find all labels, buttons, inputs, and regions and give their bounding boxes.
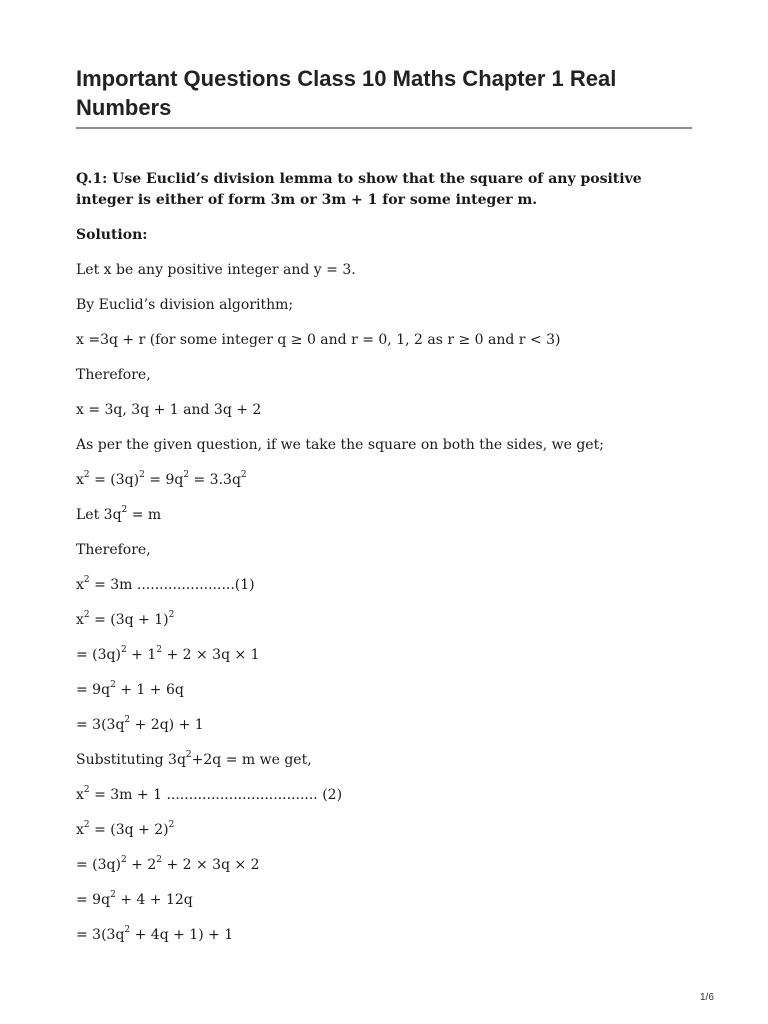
solution-line: By Euclid’s division algorithm;	[76, 297, 294, 313]
solution-line: Therefore,	[76, 542, 151, 558]
question-line-1: Q.1: Use Euclid’s division lemma to show that the square of any positive	[76, 171, 642, 187]
equation-line: = $3(3q^2 + 2q) + 1$	[76, 715, 204, 733]
solution-line: Let x be any positive integer and y = 3.	[76, 262, 356, 278]
solution-line: x =3q + r (for some integer q ≥ 0 and r = 0, 1, 2 as r ≥ 0 and r < 3)	[76, 332, 561, 348]
solution-label: Solution:	[76, 227, 148, 243]
title-divider	[76, 127, 692, 129]
equation-line: = $(3q)^2 + 1^2 + 2 \times 3q \times 1$	[76, 645, 260, 663]
solution-line: Therefore,	[76, 367, 151, 383]
equation-line: = $(3q)^2 + 2^2 + 2 \times 3q \times 2$	[76, 855, 260, 873]
equation-line: = $9q^2 + 1 + 6q$	[76, 680, 184, 698]
solution-line: x = 3q, 3q + 1 and 3q + 2	[76, 402, 262, 418]
equation-line: Substituting $3q^2+2q = m$ we get,	[76, 750, 312, 768]
equation-line: $x^2 = (3q + 1)^2$	[76, 610, 175, 628]
equation-line: $x^2 = (3q + 2)^2$	[76, 820, 175, 838]
equation-line: $x^2 = 3m$ ......................(1)	[76, 575, 255, 593]
solution-line: As per the given question, if we take the square on both the sides, we get;	[76, 437, 604, 453]
question-line-2: integer is either of form 3m or 3m + 1 for some integer m.	[76, 192, 538, 208]
page-title: Important Questions Class 10 Maths Chapter 1 Real Numbers	[76, 66, 617, 120]
equation-line: Let $3q^2 = m$	[76, 505, 162, 523]
equation-line: = $9q^2 + 4 + 12q$	[76, 890, 193, 908]
equation-line: = $3(3q^2 + 4q + 1) + 1$	[76, 925, 234, 943]
equation-line: $x^2 = 3m + 1$ .................................. (2)	[76, 785, 343, 803]
page-number: 1/6	[700, 992, 714, 1003]
equation-line: $x^2 = (3q)^2 = 9q^2 = 3.3q^2$	[76, 470, 247, 488]
